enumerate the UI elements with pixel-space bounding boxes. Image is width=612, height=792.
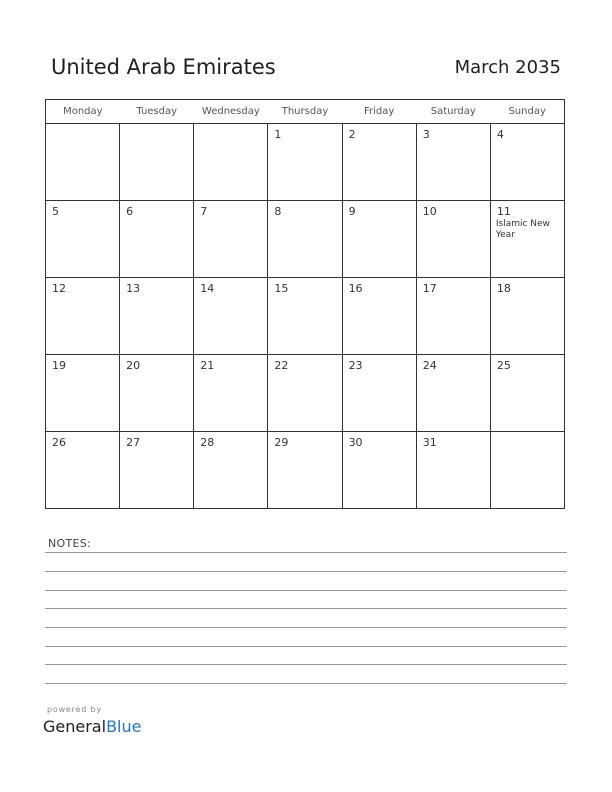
day-number: 29	[274, 436, 289, 449]
day-cell	[194, 278, 268, 355]
day-cell	[490, 355, 564, 432]
day-number: 28	[200, 436, 215, 449]
day-cell	[120, 355, 194, 432]
day-cell	[416, 432, 490, 509]
day-cell	[194, 355, 268, 432]
day-cell	[416, 124, 490, 201]
day-cell	[194, 432, 268, 509]
day-cell	[342, 432, 416, 509]
day-cell	[194, 201, 268, 278]
day-number: 4	[496, 128, 504, 141]
day-number: 5	[52, 205, 59, 218]
day-cell	[342, 278, 416, 355]
day-cell	[120, 278, 194, 355]
day-cell	[342, 355, 416, 432]
note-line	[45, 646, 567, 647]
weekday-header: Sunday	[490, 100, 564, 124]
calendar-month-title: March 2035	[454, 57, 561, 78]
weekday-header: Tuesday	[120, 100, 194, 124]
weekday-header: Monday	[46, 100, 120, 124]
day-number: 15	[274, 282, 289, 295]
day-number: 30	[348, 436, 363, 449]
day-cell	[46, 432, 120, 509]
week-row	[46, 355, 565, 432]
day-number: 1	[274, 128, 282, 141]
day-cell-holiday	[490, 201, 564, 278]
day-number: 24	[422, 359, 437, 372]
note-line	[45, 608, 567, 609]
day-cell	[120, 124, 194, 201]
weekday-header: Saturday	[416, 100, 490, 124]
day-cell	[268, 355, 342, 432]
day-cell	[342, 201, 416, 278]
calendar-country-title: United Arab Emirates	[51, 55, 276, 79]
notes-label: NOTES:	[48, 537, 92, 550]
week-row	[46, 201, 565, 278]
logo-general-text: General	[43, 717, 107, 736]
logo-blue-text: Blue	[106, 717, 142, 736]
day-number: 21	[200, 359, 215, 372]
day-cell	[490, 432, 564, 509]
day-cell	[416, 278, 490, 355]
day-number: 20	[126, 359, 141, 372]
note-line	[45, 683, 567, 684]
day-cell	[46, 124, 120, 201]
week-row	[46, 278, 565, 355]
day-number: 26	[52, 436, 66, 449]
day-cell	[268, 432, 342, 509]
note-line	[45, 552, 567, 553]
day-cell	[120, 201, 194, 278]
day-number: 8	[274, 205, 282, 218]
day-cell	[268, 201, 342, 278]
day-number: 2	[348, 128, 356, 141]
day-cell	[490, 278, 564, 355]
powered-by-text: powered by	[47, 705, 102, 714]
day-cell	[416, 355, 490, 432]
day-number: 9	[348, 205, 356, 218]
day-number: 12	[52, 282, 66, 295]
day-number: 27	[126, 436, 141, 449]
generalblue-logo	[43, 717, 141, 736]
day-cell	[46, 201, 120, 278]
day-number: 11	[496, 205, 511, 218]
note-line	[45, 627, 567, 628]
day-cell	[46, 355, 120, 432]
day-cell	[490, 124, 564, 201]
week-row	[46, 124, 565, 201]
day-cell	[416, 201, 490, 278]
day-number: 22	[274, 359, 289, 372]
note-line	[45, 571, 567, 572]
note-line	[45, 590, 567, 591]
day-number: 18	[496, 282, 511, 295]
day-number: 6	[126, 205, 134, 218]
day-number: 25	[496, 359, 511, 372]
calendar-grid	[45, 99, 565, 509]
day-number: 10	[422, 205, 437, 218]
day-number: 13	[126, 282, 141, 295]
weekday-header-row	[46, 100, 565, 124]
day-cell	[268, 278, 342, 355]
weekday-header: Wednesday	[194, 100, 268, 124]
day-cell	[268, 124, 342, 201]
day-cell	[194, 124, 268, 201]
day-cell	[342, 124, 416, 201]
holiday-label: Islamic New Year	[495, 219, 550, 240]
day-number: 17	[422, 282, 437, 295]
day-cell	[120, 432, 194, 509]
day-number: 14	[200, 282, 215, 295]
day-number: 23	[348, 359, 363, 372]
week-row	[46, 432, 565, 509]
day-number: 19	[52, 359, 66, 372]
day-cell	[46, 278, 120, 355]
weekday-header: Friday	[342, 100, 416, 124]
day-number: 3	[422, 128, 430, 141]
note-line	[45, 664, 567, 665]
weekday-header: Thursday	[268, 100, 342, 124]
day-number: 7	[200, 205, 208, 218]
day-number: 16	[348, 282, 363, 295]
day-number: 31	[422, 436, 437, 449]
